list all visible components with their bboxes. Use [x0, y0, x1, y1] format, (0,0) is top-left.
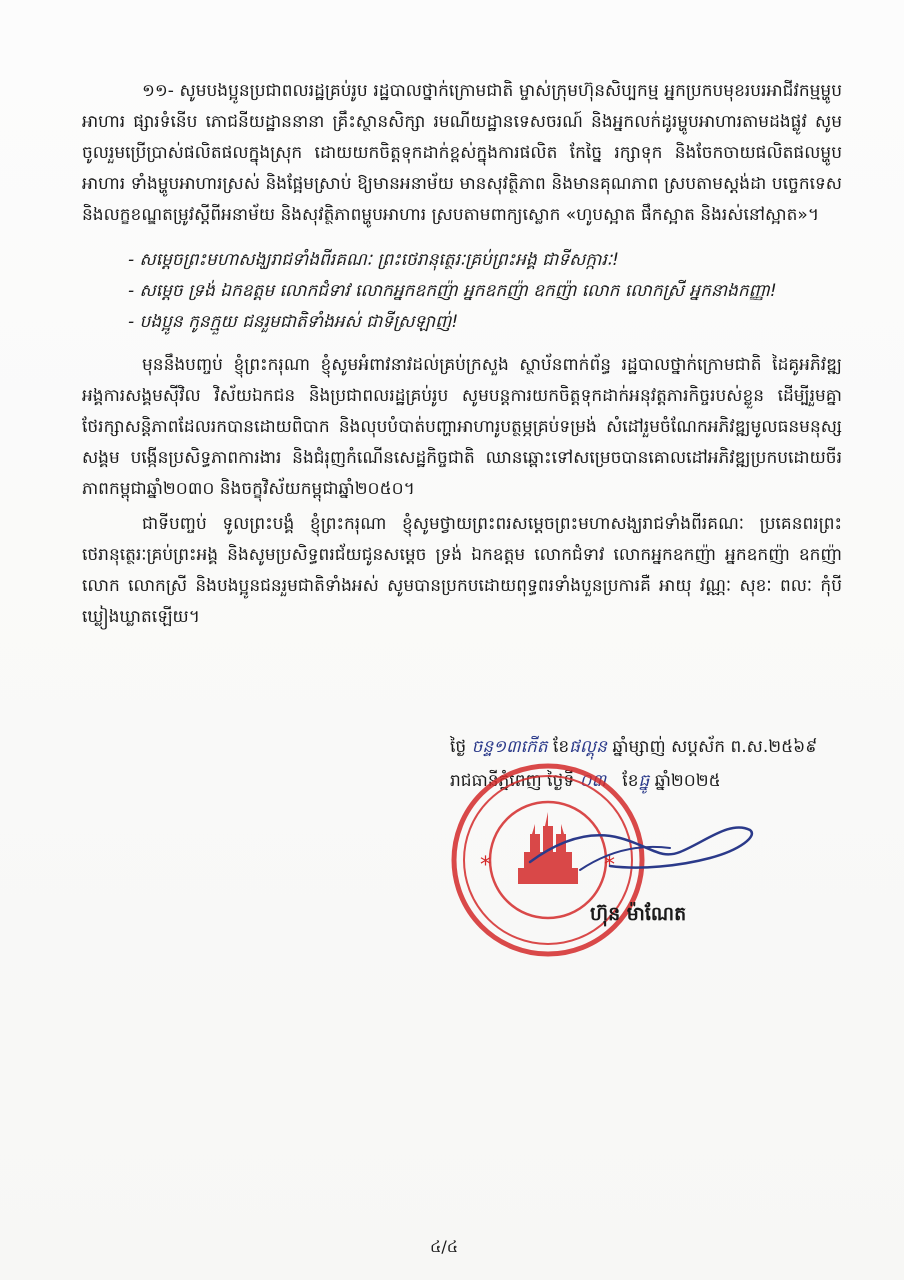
page-number: ៤/៤: [430, 1237, 459, 1256]
lunar-month-handwritten: ផល្គុន: [569, 737, 607, 757]
solar-year-text: ឆ្នាំ២០២៥: [654, 771, 721, 791]
lunar-date-line: [450, 730, 850, 764]
solar-day-handwritten: ០៣: [579, 771, 607, 791]
solar-month-label: ខែ: [622, 771, 639, 791]
paragraph-11: ១១- សូមបងប្អូនប្រជាពលរដ្ឋគ្រប់រូប រដ្ឋបាលថ្នាក់ក្រោមជាតិ ម្ចាស់ក្រុមហ៊ុនសិប្បកម្ម អ្នកប្រកបមុខរបរអាជីវកម្មម្ហូបអាហារ ផ្សារទំនើប ភោជនីយដ្ឋាននានា គ្រឹះស្ថានសិក្សា រមណីយដ្ឋានទេសចរណ៍ និងអ្នកលក់ដូរម្ហូបអាហារតាមដងផ្លូវ សូមចូលរួមប្រើប្រាស់ផលិតផលក្នុងស្រុក ដោយយកចិត្តទុកដាក់ខ្ពស់ក្នុងការផលិត កែច្នៃ រក្សាទុក និងចែកចាយផលិតផលម្ហូបអាហារ ទាំងម្ហូបអាហារស្រស់ និងផ្អែមស្រាប់ ឱ្យមានអនាម័យ មានសុវត្ថិភាព និងមានគុណភាព ស្របតាមស្តង់ដា បច្ចេកទេស និងលក្ខខណ្ឌតម្រូវស្តីពីអនាម័យ និងសុវត្ថិភាពម្ហូបអាហារ ស្របតាមពាក្យស្លោក «ហូបស្អាត ផឹកស្អាត និងរស់នៅស្អាត»។: [82, 81, 842, 225]
svg-text:*: *: [604, 853, 615, 878]
handwritten-signature: [520, 800, 760, 890]
salutation-dignitaries: - សម្តេច ទ្រង់ ឯកឧត្តម លោកជំទាវ លោកអ្នកឧកញ៉ា អ្នកឧកញ៉ា ឧកញ៉ា លោក លោកស្រី អ្នកនាងកញ្ញា!: [128, 281, 777, 301]
salutation-list: [128, 245, 842, 338]
svg-text:*: *: [480, 853, 491, 878]
solar-month-handwritten: ធ្នូ: [638, 771, 650, 791]
place-and-day-label: រាជធានីភ្នំពេញ ថ្ងៃទី: [450, 771, 575, 791]
salutation-monks: - សម្តេចព្រះមហាសង្ឃរាជទាំងពីរគណៈ ព្រះថេរានុត្ថេរៈគ្រប់ព្រះអង្គ ជាទីសក្ការៈ!: [128, 250, 619, 270]
salutation-citizens: - បងប្អូន កូនក្មួយ ជនរួមជាតិទាំងអស់ ជាទីស្រឡាញ់!: [128, 312, 459, 332]
letter-body: [82, 76, 842, 633]
lunar-day-label: ថ្ងៃ: [450, 737, 467, 757]
lunar-day-handwritten: ចន្ទ១៣កើត: [471, 737, 548, 757]
lunar-year-text: ឆ្នាំម្សាញ់ សប្តស័ក ព.ស.២៥៦៩: [612, 737, 818, 757]
signer-name: ហ៊ុន ម៉ាណែត: [590, 903, 687, 925]
paragraph-appeal: មុននឹងបញ្ចប់ ខ្ញុំព្រះករុណា ខ្ញុំសូមអំពាវនាវដល់គ្រប់ក្រសួង ស្ថាប័នពាក់ព័ន្ធ រដ្ឋបាលថ្នាក់ក្រោមជាតិ ដៃគូអភិវឌ្ឍ អង្គការសង្គមស៊ីវិល វិស័យឯកជន និងប្រជាពលរដ្ឋគ្រប់រូប សូមបន្តការយកចិត្តទុកដាក់អនុវត្តភារកិច្ចរបស់ខ្លួន ដើម្បីរួមគ្នាថែរក្សាសន្តិភាពដែលរកបានដោយពិបាក និងលុបបំបាត់បញ្ហាអាហារូបត្ថម្ភគ្រប់ទម្រង់ សំដៅរួមចំណែកអភិវឌ្ឍមូលធនមនុស្ស សង្គម បង្កើនប្រសិទ្ធភាពការងារ និងជំរុញកំណើនសេដ្ឋកិច្ចជាតិ ឈានឆ្ពោះទៅសម្រេចបានគោលដៅអភិវឌ្ឍប្រកបដោយចីរភាពកម្ពុជាឆ្នាំ២០៣០ និងចក្ខុវិស័យកម្ពុជាឆ្នាំ២០៥០។: [82, 355, 842, 499]
paragraph-blessing: ជាទីបញ្ចប់ ទូលព្រះបង្គំ ខ្ញុំព្រះករុណា ខ្ញុំសូមថ្វាយព្រះពរសម្តេចព្រះមហាសង្ឃរាជទាំងពីរគណៈ ប្រគេនពរព្រះថេរានុត្ថេរៈគ្រប់ព្រះអង្គ និងសូមប្រសិទ្ធពរជ័យជូនសម្តេច ទ្រង់ ឯកឧត្តម លោកជំទាវ លោកអ្នកឧកញ៉ា អ្នកឧកញ៉ា ឧកញ៉ា លោក លោកស្រី និងបងប្អូនជនរួមជាតិទាំងអស់ សូមបានប្រកបដោយពុទ្ធពរទាំងបួនប្រការគឺ អាយុ វណ្ណៈ សុខៈ ពលៈ កុំបីឃ្លៀងឃ្លាតឡើយ។: [82, 514, 842, 627]
lunar-month-label: ខែ: [552, 737, 570, 757]
